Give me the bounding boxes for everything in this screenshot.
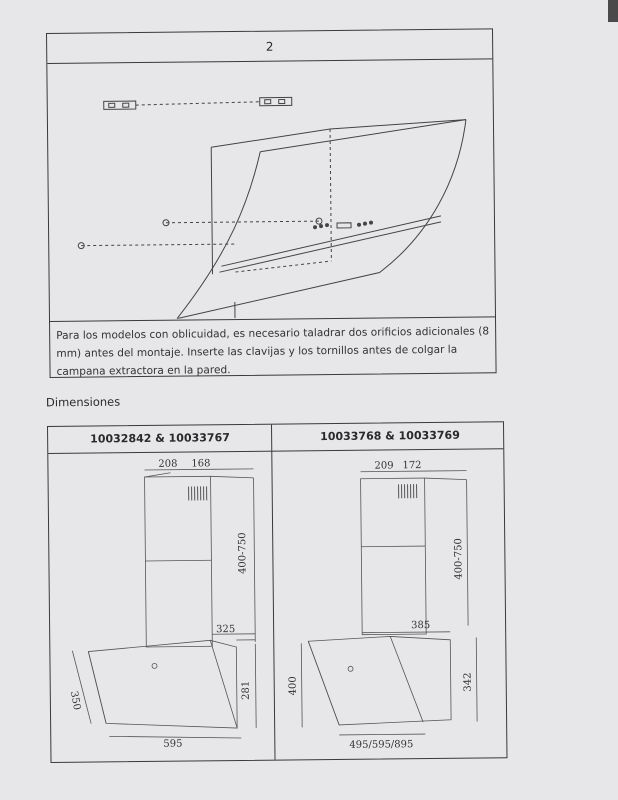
left-dim-chimney-height: 400-750 (237, 532, 249, 575)
right-dim-400: 400 (287, 676, 299, 696)
right-dim-chimney-height: 400-750 (453, 538, 465, 580)
right-dim-385: 385 (411, 619, 431, 632)
page-edge (608, 0, 618, 22)
installation-illustration (47, 59, 495, 320)
glass-panel-curve (175, 152, 262, 319)
right-dim-172: 172 (402, 460, 422, 472)
model-title-left: 10032842 & 10033767 (90, 431, 230, 446)
dimensions-title: Dimensiones (45, 394, 121, 410)
left-dim-325: 325 (216, 624, 236, 636)
left-dim-281: 281 (240, 680, 252, 700)
left-hood-drawing (67, 469, 256, 740)
installation-caption: Para los modelos con oblicuidad, es necesario taladrar dos orificios adicionales (8 mm) antes del montaje. Inserte las clavijas y los tornillos antes de colgar la campana extractora en la pared. (50, 316, 496, 377)
right-dim-342: 342 (462, 672, 474, 692)
right-dim-width: 495/595/895 (349, 739, 414, 751)
left-dim-595: 595 (163, 738, 183, 750)
step-number: 2 (47, 29, 492, 64)
right-hood-drawing (299, 471, 477, 736)
model-title-right: 10033768 & 10033769 (320, 428, 460, 444)
left-dim-350: 350 (67, 690, 83, 712)
dimension-drawings (48, 449, 506, 762)
right-dim-209: 209 (374, 460, 394, 472)
dimensions-table (47, 421, 508, 763)
left-dim-168: 168 (191, 458, 211, 470)
installation-step-box (46, 28, 497, 378)
left-dim-208: 208 (158, 458, 178, 470)
